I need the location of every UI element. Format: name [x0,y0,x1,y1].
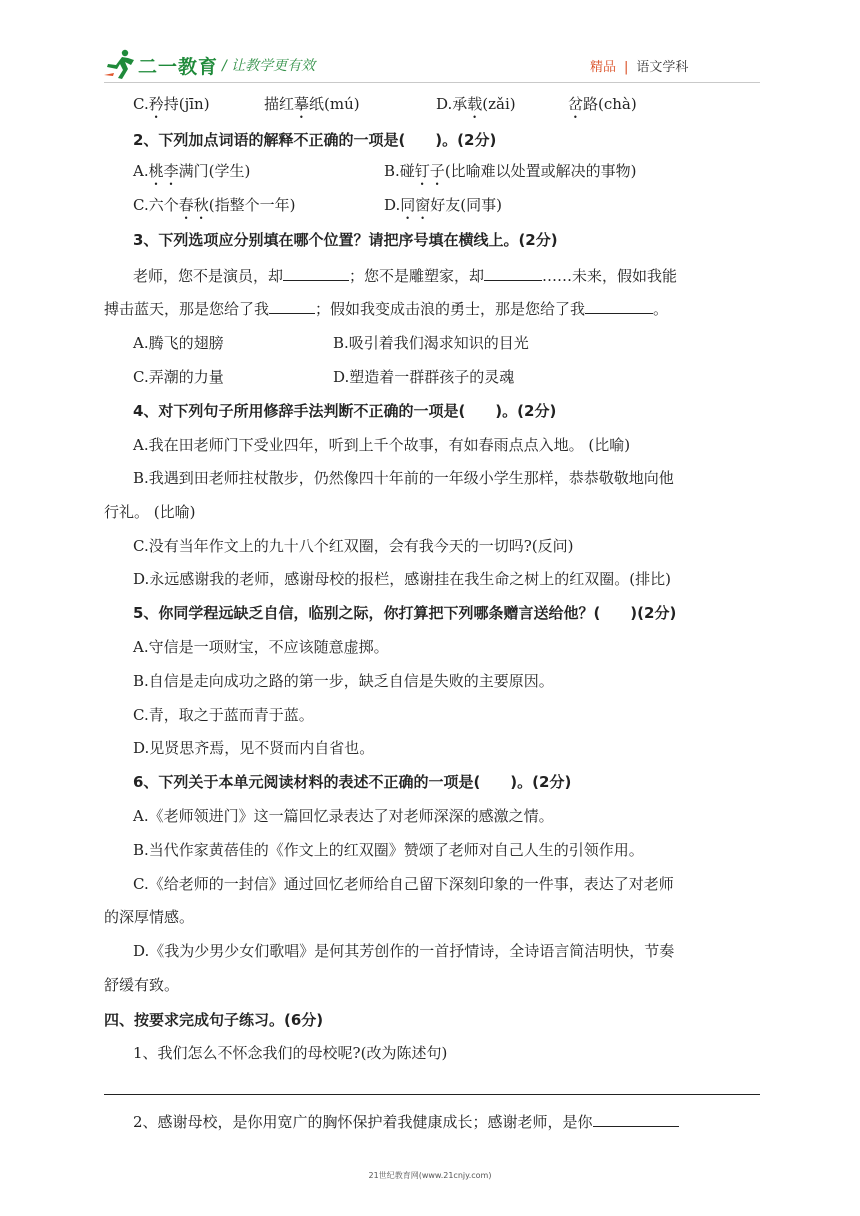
answer-blank[interactable] [585,299,653,314]
section4-item2 [133,1112,679,1132]
q2-a-rest: 满门(学生) [178,162,251,180]
logo-text: 二一教育 [138,56,219,78]
q3-p1-b: ；您不是雕塑家，却 [349,267,485,285]
answer-line[interactable] [104,1094,760,1095]
section4-item1: 1、我们怎么不怀念我们的母校呢?(改为陈述句) [133,1044,448,1062]
q5-option-c: C.青，取之于蓝而青于蓝。 [133,706,314,724]
q3-option-d: D.塑造着一群群孩子的灵魂 [333,368,515,386]
q1-option-d2 [568,94,637,122]
q2-option-c [133,195,295,223]
q1-option-c2 [264,94,360,122]
q2-d-dotted: 同窗 [400,196,431,214]
page-header [0,0,860,85]
q1-d-prefix: D.承 [436,95,468,113]
q6-option-b: B.当代作家黄蓓佳的《作文上的红双圈》赞颂了老师对自己人生的引领作用。 [133,841,644,859]
q6-stem: 6、下列关于本单元阅读材料的表述不正确的一项是( )。(2分) [133,773,572,791]
jingpin-label: 精品 [590,60,617,75]
q1-d2-rest: 路(chà) [583,95,637,113]
q4-stem: 4、对下列句子所用修辞手法判断不正确的一项是( )。(2分) [133,402,557,420]
q3-p2-a: 搏击蓝天，那是您给了我 [104,300,270,318]
q4-option-c: C.没有当年作文上的九十八个红双圈，会有我今天的一切吗?(反问) [133,537,574,555]
tag-separator: | [624,60,629,75]
section4-title: 四、按要求完成句子练习。(6分) [104,1011,324,1029]
q6-option-c-line2: 的深厚情感。 [104,908,195,926]
q3-option-c: C.弄潮的力量 [133,368,224,386]
answer-blank[interactable] [269,299,315,314]
answer-blank[interactable] [283,266,349,281]
q3-p1-a: 老师，您不是演员，却 [133,267,284,285]
q2-c-prefix: C.六个 [133,196,179,214]
q3-stem: 3、下列选项应分别填在哪个位置？请把序号填在横线上。(2分) [133,231,558,249]
q1-option-d [436,94,516,122]
q4-option-b-line2: 行礼。 (比喻) [104,503,196,521]
q6-option-c-line1: C.《给老师的一封信》通过回忆老师给自己留下深刻印象的一件事，表达了对老师 [133,875,674,893]
q4-option-a: A.我在田老师门下受业四年，听到上千个故事，有如春雨点点入地。 (比喻) [133,436,631,454]
q1-option-c [133,94,210,122]
q2-b-rest: (比喻难以处置或解决的事物) [444,162,637,180]
q6-option-a: A.《老师领进门》这一篇回忆录表达了对老师深深的感激之情。 [133,807,554,825]
q2-option-a [133,161,250,189]
q3-passage-line2 [104,299,668,319]
q2-d-rest: 好友(同事) [430,196,502,214]
q4-option-b-line1: B.我遇到田老师拄杖散步，仍然像四十年前的一年级小学生那样，恭恭敬敬地向他 [133,469,674,487]
q2-c-dotted: 春秋 [178,196,209,214]
q2-a-dotted: 桃李 [148,162,179,180]
section4-item2-text: 2、感谢母校，是你用宽广的胸怀保护着我健康成长；感谢老师，是你 [133,1113,593,1131]
q2-option-d [384,195,502,223]
q2-b-dotted: 钉子 [414,162,445,180]
q6-option-d-line2: 舒缓有致。 [104,976,180,994]
q4-option-d: D.永远感谢我的老师，感谢母校的报栏，感谢挂在我生命之树上的红双圈。(排比) [133,570,671,588]
q2-b-prefix: B.碰 [384,162,415,180]
q3-p1-c: ……未来，假如我能 [542,267,678,285]
q2-c-rest: (指整个一年) [208,196,296,214]
q1-d-rest: (zǎi) [482,95,516,113]
slogan: / 让教学更有效 [222,58,316,74]
q5-option-d: D.见贤思齐焉，见不贤而内自省也。 [133,739,375,757]
q3-passage-line1 [133,266,677,286]
q1-d-dotted: 载 [467,95,483,113]
q2-option-b [384,161,637,189]
q5-option-b: B.自信是走向成功之路的第一步，缺乏自信是失败的主要原因。 [133,672,554,690]
q1-c-rest: 持(jīn) [163,95,210,113]
answer-blank[interactable] [593,1112,679,1127]
q3-p2-b: ；假如我变成击浪的勇士，那是您给了我 [315,300,586,318]
q1-c2-dotted: 摹 [294,95,310,113]
q1-d2-dotted: 岔 [568,95,584,113]
runner-logo-icon [104,48,138,80]
logo [104,48,234,80]
answer-blank[interactable] [484,266,542,281]
q1-c2-rest: 纸(mú) [309,95,360,113]
q3-option-a: A.腾飞的翅膀 [133,334,224,352]
q1-c-prefix: C. [133,95,149,113]
q3-option-b: B.吸引着我们渴求知识的目光 [333,334,529,352]
q3-p2-c: 。 [653,300,669,318]
q2-stem: 2、下列加点词语的解释不正确的一项是( )。(2分) [133,131,497,149]
subject-label: 语文学科 [636,60,689,75]
q2-d-prefix: D. [384,196,401,214]
subject-tag [590,56,688,75]
q1-c-dotted: 矜 [148,95,164,113]
q5-option-a: A.守信是一项财宝，不应该随意虚掷。 [133,638,389,656]
q1-c2-prefix: 描红 [264,95,295,113]
page-footer: 21世纪教育网(www.21cnjy.com) [368,1171,492,1180]
q6-option-d-line1: D.《我为少男少女们歌唱》是何其芳创作的一首抒情诗，全诗语言简洁明快，节奏 [133,942,675,960]
header-divider [104,82,760,83]
q2-a-prefix: A. [133,162,149,180]
q5-stem: 5、你同学程远缺乏自信，临别之际，你打算把下列哪条赠言送给他？( )(2分) [133,604,677,622]
